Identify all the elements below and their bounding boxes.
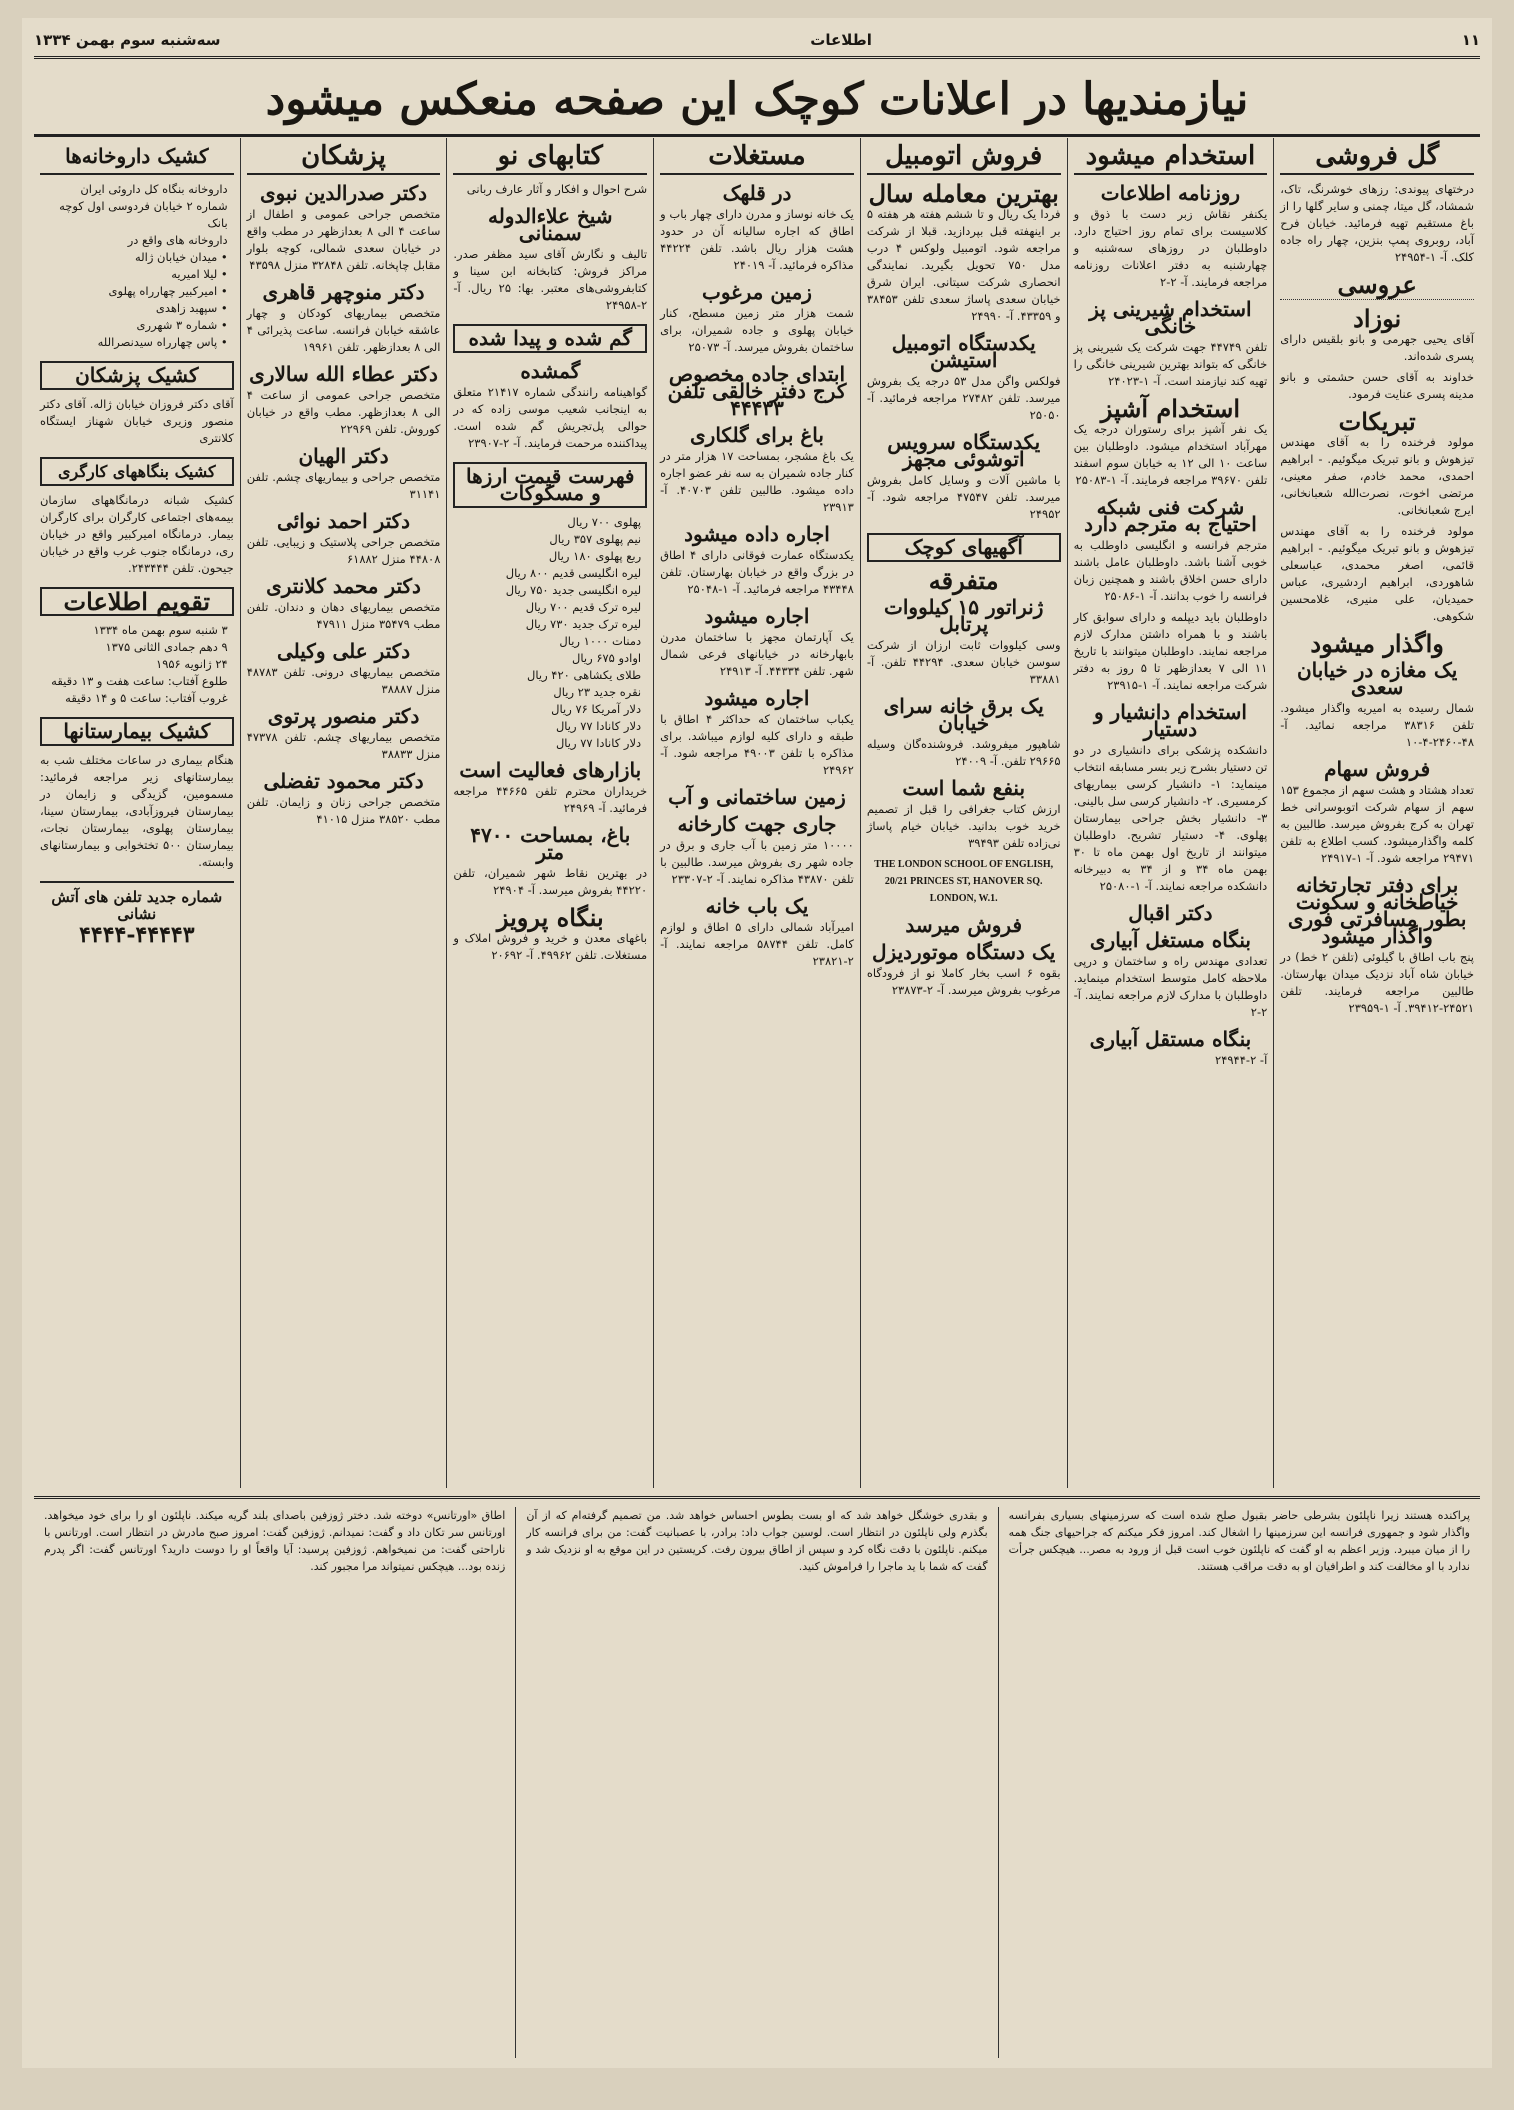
ad-title: یک دستگاه موتوردیزل: [872, 940, 1056, 964]
doctor-name: دکتر الهیان: [298, 444, 389, 468]
pharmacy-item: • امیرکبیر چهارراه پهلوی: [108, 284, 228, 298]
calendar-item: ۲۴ ژانویه ۱۹۵۶: [156, 657, 228, 671]
ad-text: مولود فرخنده را به آقای مهندس تیزهوش و بانو تبریک میگوئیم. - ابراهیم احمدی، محمد خادم، صفر معینی، مرتضی اخوت، نصرت‌الله شعبانخانی، ایرج شعبانخانی.: [1280, 435, 1474, 517]
ad-text: تلفن ۴۴۷۴۹ جهت شرکت یک شیرینی پز خانگی که بتواند بهترین شیرینی خانگی را تهیه کند نیازمند است. آ- ۱-۲۴۰۲۳: [1073, 340, 1268, 388]
column-employment: [1067, 138, 1274, 1488]
price-item: دلار آمریکا ۷۶ ریال: [551, 702, 642, 716]
ad-text: یک باغ مشجر، بمساحت ۱۷ هزار متر در کنار جاده شمیران به سه نفر عضو اجاره داده میشود. طالبین تلفن ۴۰۷۰۳. آ- ۲۳۹۱۳: [660, 449, 854, 514]
ad-title: استخدام شیرینی پز خانگی: [1089, 297, 1252, 338]
ad-text: با ماشین آلات و وسایل کامل بفروش میرسد. تلفن ۴۷۵۴۷ مراجعه شود. آ- ۲۴۹۵۲: [866, 473, 1061, 521]
section-title: کشیک بنگاههای کارگری: [40, 457, 234, 486]
ad-title: دکتر اقبال: [1128, 901, 1213, 925]
ad-text: خداوند به آقای حسن حشمتی و بانو مدینه پسری عنایت فرمود.: [1280, 370, 1474, 401]
ad-title: شیخ علاءالدوله سمنانی: [487, 204, 613, 245]
ad-title: بنگاه مستغل آبیاری: [1089, 928, 1251, 952]
ad-text: شاهپور میفروشد. فروشنده‌گان وسیله ۲۹۶۶۵ تلفن. آ- ۲۴۰۰۹: [866, 737, 1061, 768]
ad-text: فولکس واگن مدل ۵۳ درجه یک بفروش میرسد. تلفن ۲۷۴۸۲ مراجعه فرمائید. آ- ۲۵۰۵۰: [866, 374, 1061, 422]
section-title: تقویم اطلاعات: [40, 587, 234, 616]
ad-text: یکنفر نقاش زبر دست با ذوق و کلاسیست برای تمام روز احتیاج دارد. داوطلبان در روزهای سه‌شنبه و چهارشنبه به دفتر اعلانات روزنامه مراجعه فرمایند. آ- ۲-۲: [1073, 207, 1268, 289]
doctor-info: متخصص جراحی و بیماریهای چشم. تلفن ۳۱۱۴۱: [246, 470, 441, 501]
ad-title: زمین مرغوب: [702, 280, 812, 304]
ad-text: ۱۰۰۰۰ متر زمین با آب جاری و برق در جاده شهر ری بفروش میرسد. طالبین با تلفن ۴۳۸۷۰ مذاکره نمایند. آ- ۲-۲۳۳۰۷: [660, 838, 854, 886]
price-item: ربع پهلوی ۱۸۰ ریال: [548, 549, 642, 563]
ad-text: بقوه ۶ اسب بخار کاملا نو از فرودگاه مرغوب بفروش میرسد. آ- ۲-۲۳۸۷۳: [866, 966, 1061, 997]
ad-text: یکباب ساختمان که حداکثر ۴ اطاق با طبقه و دارای کلیه لوازم میباشد. برای مذاکره با تلفن ۴۹۰۰۳ مراجعه شود. آ- ۲۴۹۶۲: [660, 712, 854, 777]
column-cars: [860, 138, 1067, 1488]
ad-title: یک باب خانه: [705, 894, 809, 918]
ad-title: استخدام دانشیار و دستیار: [1093, 700, 1247, 741]
ad-title: جاری جهت کارخانه: [677, 812, 837, 836]
doctor-info: متخصص بیماریهای چشم. تلفن ۴۷۳۷۸ منزل ۳۸۸۳۳: [246, 730, 441, 761]
price-item: لیره انگلیسی قدیم ۸۰۰ ریال: [505, 566, 642, 580]
doctor-info: متخصص جراحی زنان و زایمان. تلفن مطب ۳۸۵۲۰ منزل ۴۱۰۱۵: [246, 795, 441, 826]
section-title: کشیک بیمارستانها: [40, 717, 234, 746]
story-column: پراکنده هستند زیرا ناپلئون بشرطی حاضر بقبول صلح شده است که سرزمینهای بسیاری بفرانسه واگذار شود و جمهوری فرانسه این سرزمینها را اشغال کند. امروز فکر میکنم که جراحیهای جنگ همه را از میان میبرد. وزیر اعظم به او گفت که ناپلئون خوب است قبل از ورود به مصر... هیچکس جرأت ندارد با او مخالفت کند و اطرافیان او به دقت مراقب هستند.: [998, 1507, 1480, 2058]
doctor-name: دکتر صدرالدین نبوی: [260, 181, 428, 205]
price-item: لیره ترک قدیم ۷۰۰ ریال: [525, 600, 642, 614]
section-title: بنگاه پرویز: [496, 903, 604, 932]
price-item: طلای یکشاهی ۴۲۰ ریال: [527, 668, 642, 682]
ad-title: روزنامه اطلاعات: [1100, 181, 1241, 205]
price-item: نیم پهلوی ۳۵۷ ریال: [549, 532, 642, 546]
price-item: نقره جدید ۲۳ ریال: [553, 685, 642, 699]
pharmacy-item: داروخانه بنگاه کل داروئی ایران: [80, 182, 228, 196]
divider: [1280, 299, 1474, 300]
price-item: لیره انگلیسی جدید ۷۵۰ ریال: [505, 583, 642, 597]
pharmacy-item: داروخانه های واقع در: [127, 233, 228, 247]
ad-title: زمین ساختمانی و آب: [668, 785, 846, 809]
doctor-name: دکتر عطاء الله سالاری: [249, 362, 438, 386]
ad-text: تالیف و نگارش آقای سید مظفر صدر. مراکز فروش: کتابخانه ابن سینا و کتابفروشی‌های معتبر. بها: ۲۵ ریال. آ- ۲-۲۴۹۵۸: [453, 247, 648, 312]
doctor-info: متخصص بیماریهای دهان و دندان. تلفن مطب ۳۵۴۷۹ منزل ۴۷۹۱۱: [246, 600, 441, 631]
section-title: نوزاد: [1353, 304, 1402, 333]
ad-text: فردا یک ریال و تا ششم هفته هر هفته ۵ بر اینهفته قبل بپردازید. قبلا از شرکت مراجعه شود. اتومبیل ولوکس ۴ درب مدل ۷۵۰ تحویل بگیرید. نمایندگی انحصاری شرکت سیتانی. ایران شرق خیابان سعدی پاساژ سعدی تلفن ۳۸۴۵۳ و ۴۳۳۵۹. آ- ۲۴۹۹۰: [866, 207, 1061, 323]
doctor-info: متخصص جراحی عمومی و اطفال از ساعت ۴ الی ۸ بعدازظهر در مطب واقع در خیابان سعدی شمالی، کوچه بلوار مقابل چاپخانه. تلفن ۳۲۸۴۸ منزل ۴۳۵۹۸: [246, 207, 441, 272]
ad-text: آ- ۲-۲۴۹۴۴: [1215, 1053, 1268, 1067]
ad-text: ارزش کتاب جغرافی را قبل از تصمیم خرید خوب بدانید. خیابان خیام پاساژ نی‌زاده تلفن ۳۹۴۹۳: [866, 802, 1061, 850]
section-title: تبریکات: [1338, 407, 1416, 436]
ad-title: یکدستگاه اتومبیل استیشن: [891, 331, 1036, 372]
section-title: عروسی: [1337, 270, 1417, 299]
price-item: دمنات ۱۰۰۰ ریال: [559, 634, 642, 648]
ad-title: در قلهک: [722, 181, 792, 205]
ad-text: یک آپارتمان مجهز با ساختمان مدرن بابهارخانه در خیابانهای فرعی شمال شهر. تلفن ۴۴۳۳۴. آ- ۲۴۹۱۳: [660, 630, 854, 678]
ad-title: شرکت فنی شبکه احتیاج به مترجم دارد: [1084, 495, 1257, 536]
ad-text: کشیک شبانه درمانگاههای سازمان بیمه‌های اجتماعی کارگران برای کارگران بیمار. درمانگاه امیرکبیر واقع در خیابان ری، درمانگاه جنوب غرب واقع در خیابان جیحون. تلفن ۲۴۳۴۴۴.: [39, 493, 234, 575]
pharmacy-item: • شماره ۳ شهرری: [136, 318, 228, 332]
ad-text: آقای یحیی جهرمی و بانو بلقیس دارای پسری شده‌اند.: [1280, 332, 1474, 363]
column-title: کتابهای نو: [453, 138, 647, 175]
column-property: [653, 138, 860, 1488]
column-title: پزشکان: [247, 138, 441, 175]
newspaper-name: اطلاعات: [810, 31, 872, 49]
ad-title: ژنراتور ۱۵ کیلووات پرتابل: [884, 595, 1044, 636]
pharmacy-item: • میدان خیابان ژاله: [134, 250, 228, 264]
column-doctors: [240, 138, 447, 1488]
doctor-name: دکتر منصور پرتوی: [267, 704, 420, 728]
story-column: اطاق «اورتانس» دوخته شد. دختر ژوزفین باصدای بلند گریه میکند. ناپلئون او را برای خود میخواهد. اورتانس سر تکان داد و گفت: نمیدانم. ژوزفین گفت: امروز صبح مادرش در انتظار است. اورتانس با ناراحتی گفت: من نمیخواهم. ژوزفین پرسید: آیا واقعاً او را دوست دارید؟ اورتانس گفت: اگر پدرم زنده بود... هیچکس نمیتواند مرا مجبور کند.: [44, 1509, 506, 1573]
doctor-info: متخصص بیماریهای درونی. تلفن ۴۸۷۸۳ منزل ۳۸۸۸۷: [246, 665, 441, 696]
column-flowers: [1273, 138, 1480, 1488]
ad-text: هنگام بیماری در ساعات مختلف شب به بیمارستانهای زیر مراجعه فرمائید: مسمومین، گزیدگی و زایمان در بیمارستان فیروزآبادی، بیمارستان سینا، بیمارستان پهلوی، بیمارستان نجات، بیمارستان ۵۰۰ تختخوابی و بیمارستانهای وابسته.: [39, 753, 234, 869]
doctor-info: متخصص بیماریهای کودکان و چهار عاشقه خیابان فرانسه. ساعت پذیرائی ۴ الی ۸ بعدازظهر. تلفن ۱۹۹۶۱: [246, 306, 441, 354]
ad-text: گواهینامه رانندگی شماره ۲۱۴۱۷ متعلق به اینجانب شعیب موسی زاده که در حوالی پل‌تجریش گم شده است. پیداکننده مرحمت فرمایند. آ- ۲-۲۳۹۰۷: [453, 385, 648, 450]
price-item: پهلوی ۷۰۰ ریال: [567, 515, 642, 529]
doctor-name: دکتر احمد نوائی: [276, 509, 411, 533]
column-title: گل فروشی: [1280, 138, 1474, 175]
ad-text: داوطلبان باید دیپلمه و دارای سوابق کار باشند و با همراه داشتن مدارک لازم مراجعه نمایند. داوطلبان میتوانند با تاریخ ۱۱ الی ۷ بعدازظهر تا ۵ روز به دفتر شرکت مراجعه نمایند. آ- ۱-۲۳۹۱۵: [1073, 610, 1268, 692]
pharmacy-item: شماره ۲ خیابان فردوسی اول کوچه بانک: [59, 199, 228, 230]
pharmacy-item: • سپهبد زاهدی: [155, 301, 228, 315]
ad-title: یک مغازه در خیابان سعدی: [1296, 658, 1458, 699]
calendar-item: طلوع آفتاب: ساعت هفت و ۱۳ دقیقه: [51, 674, 228, 688]
price-item: دلار کانادا ۷۷ ریال: [555, 719, 642, 733]
ad-text: شرح احوال و افکار و آثار عارف ربانی: [466, 182, 648, 196]
column-pharmacy: [34, 138, 240, 1488]
price-item: اوادو ۶۷۵ ریال: [572, 651, 642, 665]
column-books: [446, 138, 653, 1488]
column-title: کشیک داروخانه‌ها: [40, 138, 234, 175]
issue-date: سه‌شنبه سوم بهمن ۱۳۳۴: [34, 31, 221, 49]
calendar-item: غروب آفتاب: ساعت ۵ و ۱۴ دقیقه: [65, 691, 228, 705]
ad-text: شمت هزار متر زمین مسطح، کنار خیابان پهلوی و جاده شمیران، برای ساختمان بفروش میرسد. آ- ۲۵۰۷۳: [660, 306, 854, 354]
ad-text: دانشکده پزشکی برای دانشیاری در دو تن دستیار بشرح زیر بسر مسابقه انتخاب مینماید: ۱- دانشیار کرسی بیماریهای کرمسیری. ۲- دانشیار کرسی سل بالینی. ۳- دانشیار بخش جراحی بیمارستان پهلوی. ۴- دستیار تشریح. داوطلبان میتوانند از تاریخ اول بهمن ماه تا ۳۰ بهمن ماه ۳۴ و از ۳۴ به دبیرخانه دانشکده مراجعه نمایند. آ- ۱-۲۵۰۸۰: [1073, 743, 1268, 893]
doctor-info: متخصص جراحی پلاستیک و زیبایی. تلفن ۴۴۸۰۸ منزل ۶۱۸۸۲: [246, 535, 441, 566]
price-item: دلار کانادا ۷۷ ریال: [555, 736, 642, 750]
ad-title: یکدستگاه سرویس اتوشوئی مجهز: [887, 430, 1041, 471]
ad-text: یک نفر آشپز برای رستوران درجه یک مهرآباد استخدام میشود. داوطلبان بین ساعت ۱۰ الی ۱۲ به خیابان سوم اسفند تلفن ۳۹۶۷۰ مراجعه فرمایند. آ- ۱-۲۵۰۸۳: [1073, 422, 1268, 487]
section-title: گم شده و پیدا شده: [453, 324, 647, 353]
ad-text: یک خانه نوساز و مدرن دارای چهار باب و اطاق که اجاره سالیانه آن در حدود هشت هزار ریال باشد. تلفن ۴۴۲۲۴ مذاکره فرمائید. آ- ۲۴۰۱۹: [660, 207, 854, 272]
ad-title: یک برق خانه سرای خیابان: [883, 694, 1044, 735]
ad-text: مولود فرخنده را به آقای مهندس تیزهوش و بانو تبریک میگوئیم. - ابراهیم قائمی، اصغر محمدی، عباسعلی شاهوردی، ابراهیم اردشیری، عباس حمیدیان، علی منیری، غلامحسین شکوهی.: [1280, 524, 1474, 623]
english-school-ad: THE LONDON SCHOOL OF ENGLISH, 20/21 PRINCES ST, HANOVER SQ. LONDON, W.1.: [874, 859, 1054, 904]
classifieds-columns: [34, 138, 1480, 1488]
price-item: لیره ترک جدید ۷۳۰ ریال: [525, 617, 642, 631]
ad-title: بنگاه مستقل آبیاری: [1089, 1027, 1252, 1051]
ad-text: یکدستگاه عمارت فوقانی دارای ۴ اطاق در بزرگ واقع در خیابان بهارستان. تلفن ۴۳۴۴۸ مراجعه فرمائید. آ- ۱-۲۵۰۴۸: [660, 548, 854, 596]
ad-text: وسی کیلووات ثابت ارزان از شرکت سوسن خیابان سعدی. ۴۴۲۹۴ تلفن. آ- ۳۳۸۸۱: [866, 638, 1061, 686]
section-title: واگذار میشود: [1310, 629, 1444, 658]
ad-title: ابتدای جاده مخصوص کرج دفتر خالقی تلفن ۴۴۴۳۳: [667, 362, 847, 420]
ad-text: تعدادی مهندس راه و ساختمان و درپی ملاحظه کامل متوسط استخدام مینماید. داوطلبان با مدارک لازم مراجعه نمایند. آ- ۲-۲: [1073, 954, 1268, 1019]
section-title: کشیک پزشکان: [40, 361, 234, 390]
ad-text: شمال رسیده به امیریه واگذار میشود. تلفن ۳۸۳۱۶ مراجعه نمائید. آ- ۴۸-۲۴۶۰-۴-۱۰: [1280, 701, 1474, 749]
section-title: آگهیهای کوچک: [867, 533, 1061, 562]
ad-title: فروش سهام: [1324, 757, 1431, 781]
page-headline: نیازمندیها در اعلانات کوچک این صفحه منعکس میشود: [34, 64, 1480, 137]
ad-title: بهترین معامله سال: [868, 179, 1059, 208]
ad-title: بنفع شما است: [902, 776, 1026, 800]
ad-text: امیرآباد شمالی دارای ۵ اطاق و لوازم کامل. تلفن ۵۸۷۴۴ مراجعه نمایند. آ- ۲-۲۳۸۲۱: [660, 920, 854, 968]
doctor-name: دکتر منوچهر قاهری: [262, 280, 425, 304]
ad-text: مترجم فرانسه و انگلیسی داوطلب به خوبی آشنا باشد. داوطلبان عامل باشند دارای حسن اخلاق باشند و همچنین زبان فرانسه را خوب بدانند. آ- ۱-۲۵۰۸۶: [1073, 538, 1268, 603]
ad-text: در بهترین نقاط شهر شمیران، تلفن ۴۴۲۲۰ بفروش میرسد. آ- ۲۴۹۰۴: [453, 866, 648, 897]
calendar-item: ۳ شنبه سوم بهمن ماه ۱۳۳۴: [93, 623, 228, 637]
page-number: ۱۱: [1461, 31, 1480, 49]
ad-title: اجاره میشود: [704, 604, 810, 628]
ad-text: آقای دکتر فروزان خیابان ژاله. آقای دکتر منصور وزیری خیابان شهناز ایستگاه کلانتری: [39, 397, 234, 445]
serial-story: [34, 1496, 1480, 2058]
ad-title: استخدام آشپز: [1100, 394, 1241, 423]
ad-title: فروش میرسد: [905, 913, 1023, 937]
ad-text: تعداد هشتاد و هشت سهم از مجموع ۱۵۳ سهم از سهام شرکت اتوبوسرانی خط تهران به کرج بفروش میرسد. طالبین به کلمه واگذارمیشود. کسب اطلاع به تلفن ۲۹۴۷۱ مراجعه شود. آ- ۱-۲۴۹۱۷: [1280, 783, 1474, 865]
ad-title: باغ برای گلکاری: [690, 423, 824, 447]
fire-department-phone: ۴۴۴۴-۴۴۴۴۳: [79, 922, 195, 948]
doctor-name: دکتر محمود تفضلی: [263, 769, 424, 793]
newspaper-page: [22, 18, 1492, 2068]
calendar-item: ۹ دهم جمادی الثانی ۱۳۷۵: [105, 640, 228, 654]
pharmacy-item: • پاس چهارراه سید‌نصرالله: [97, 335, 228, 349]
section-title: بازارهای فعالیت است: [459, 758, 642, 782]
section-title: شماره جدید تلفن های آتش نشانی: [40, 881, 234, 923]
pharmacy-item: • لیلا امیریه: [171, 267, 228, 281]
doctor-name: دکتر علی وکیلی: [276, 639, 411, 663]
ad-title: برای دفتر تجارتخانه خیاطخانه و سکونت بطور مسافرتی فوری واگذار میشود: [1287, 873, 1467, 948]
ad-title: اجاره میشود: [704, 686, 810, 710]
section-title: باغ، بمساحت ۴۷۰۰ متر: [470, 823, 631, 864]
ad-text: پنج باب اطاق با گیلوئی (تلفن ۲ خط) در خیابان شاه آباد نزدیک میدان بهارستان. طالبین مراجعه فرمایند. تلفن ۲۴۵۲۱-۳۹۴۱۲. آ- ۱-۲۳۹۵۹: [1280, 950, 1474, 1015]
ad-text: خریداران محترم تلفن ۴۴۶۶۵ مراجعه فرمائید. آ- ۲۴۹۶۹: [453, 784, 648, 815]
ad-title: گمشده: [520, 359, 581, 383]
column-title: مستغلات: [660, 138, 854, 175]
section-title: فهرست قیمت ارزها و مسکوکات: [453, 462, 647, 508]
ad-title: اجاره داده میشود: [684, 522, 830, 546]
ad-text: درختهای پیوندی: رزهای خوشرنگ، تاک، شمشاد، گل میتا، چمنی و سایر گلها را از باغ مستقیم تهیه فرمائید. خیابان فرح آباد، روبروی پمپ بنزین، چهار راه جاده کلک. آ- ۱-۲۴۹۵۴: [1280, 182, 1474, 264]
doctor-name: دکتر محمد کلانتری: [266, 574, 421, 598]
story-column: و بقدری خوشگل خواهد شد که او بست بطوس احساس خواهد شد. من تصمیم گرفته‌ام که از آن بگذرم ولی ناپلئون در انتظار است. لوسین جواب داد: برادر، با عصبانیت گفت: من برای فرانسه کار میکنم. ناپلئون با دقت نگاه کرد و سپس از اطاق بیرون رفت. کریستین در این موقع به او نزدیک شد و گفت که شما با ید ماجرا را فراموش کنید.: [515, 1507, 997, 2058]
ad-text: باغهای معدن و خرید و فروش املاک و مستغلات. تلفن ۴۹۹۶۲. آ- ۲۰۶۹۲: [453, 931, 648, 962]
column-title: فروش اتومبیل: [867, 138, 1061, 175]
column-title: استخدام میشود: [1074, 138, 1268, 175]
price-list: [453, 514, 647, 752]
masthead: [34, 24, 1480, 59]
doctor-info: متخصص جراحی عمومی از ساعت ۴ الی ۸ بعدازظهر. مطب واقع در خیابان کوروش. تلفن ۲۲۹۶۹: [246, 388, 441, 436]
section-title: متفرقه: [928, 566, 999, 595]
